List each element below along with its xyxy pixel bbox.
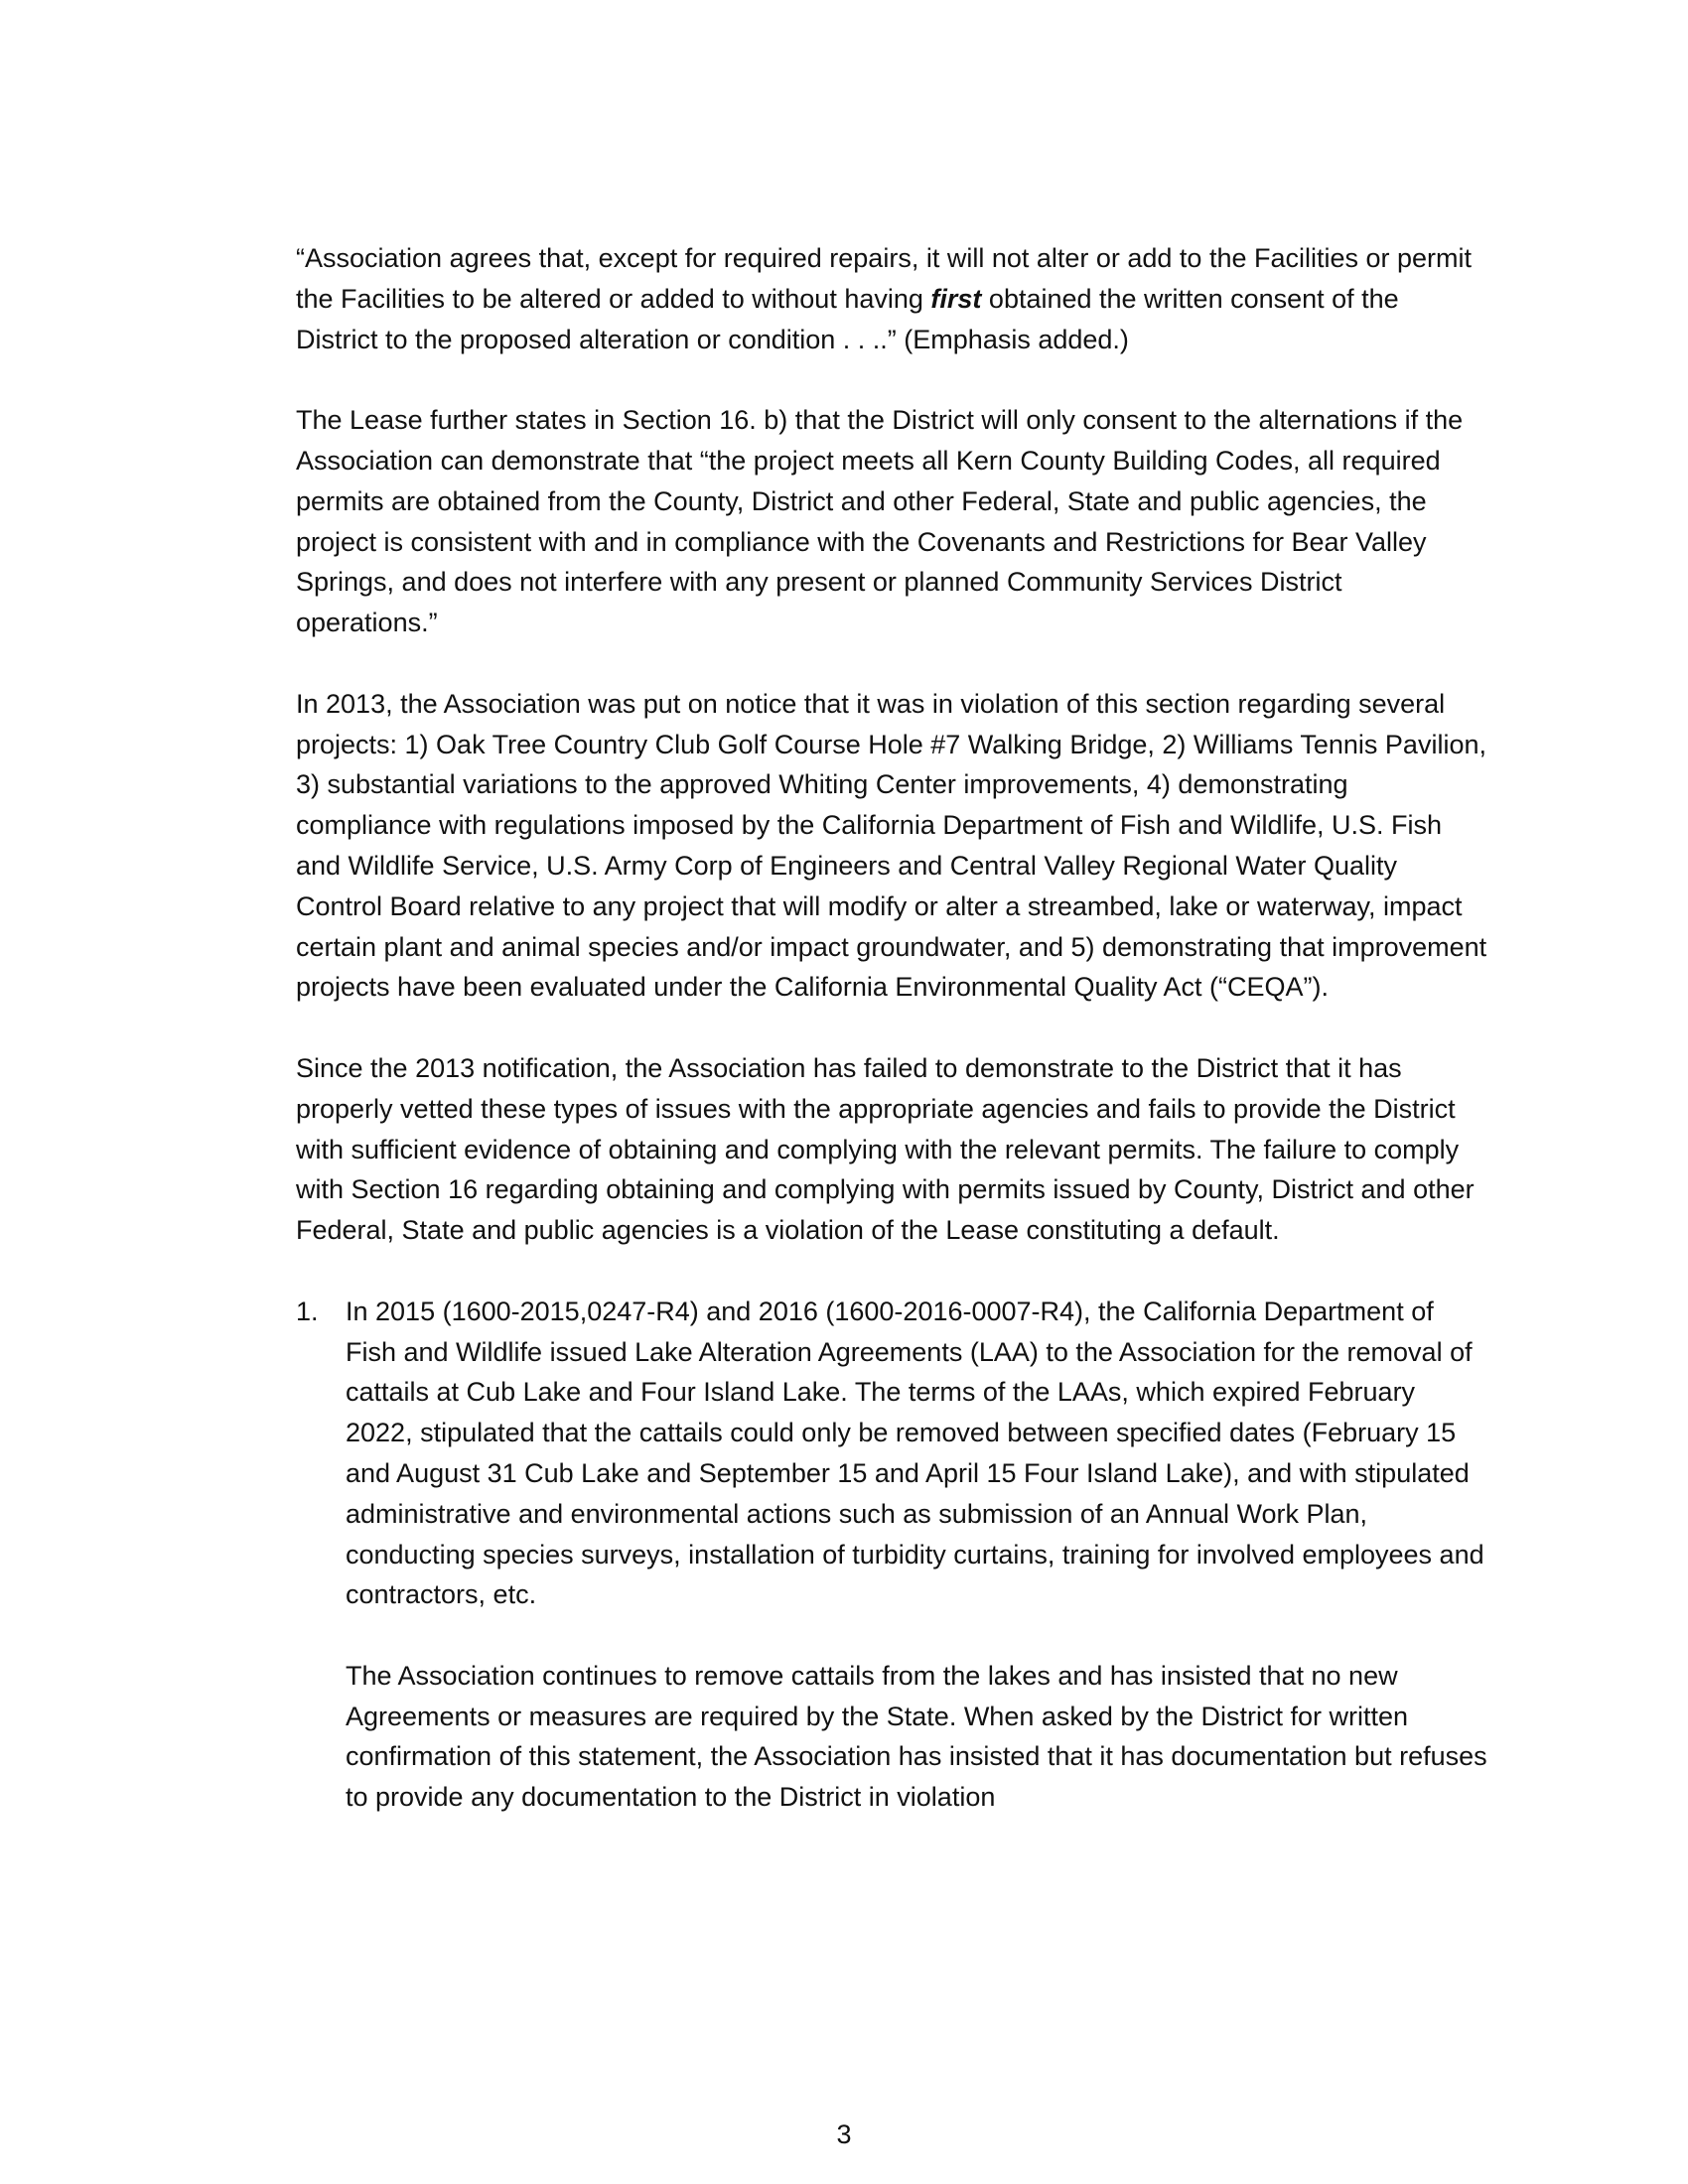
quote-text-after: obtained the written consent of the District to the proposed alteration or condition . . ..” (Emphasis added.) xyxy=(296,283,1399,354)
lease-quote-paragraph xyxy=(296,238,1487,359)
list-item-text: In 2015 (1600-2015,0247-R4) and 2016 (1600-2016-0007-R4), the California Department of Fish and Wildlife issued Lake Alteration Agreements (LAA) to the Association for the removal of cattails at Cub Lake and Four Island Lake. The terms of the LAAs, which expired February 2022, stipulated that the cattails could only be removed between specified dates (February 15 and August 31 Cub Lake and September 15 and April 15 Four Island Lake), and with stipulated administrative and environmental actions such as submission of an Annual Work Plan, conducting species surveys, installation of turbidity curtains, training for involved employees and contractors, etc. xyxy=(346,1296,1484,1610)
page-number: 3 xyxy=(836,2119,852,2149)
quote-text-before: “Association agrees that, except for required repairs, it will not alter or add to the Facilities or permit the Facilities to be altered or added to without having xyxy=(296,243,1473,314)
list-item-number: 1. xyxy=(296,1296,319,1326)
paragraph-section-16b: The Lease further states in Section 16. b) that the District will only consent to the alternations if the Association can demonstrate that “the project meets all Kern County Building Codes, all required permits are obtained from the County, District and other Federal, State and public agencies, the project is consistent with and in compliance with the Covenants and Restrictions for Bear Valley Springs, and does not interfere with any present or planned Community Services District operations.” xyxy=(296,405,1464,638)
quote-emphasis: first xyxy=(930,283,982,314)
list-item xyxy=(296,1292,1487,1615)
paragraph-since-2013: Since the 2013 notification, the Association has failed to demonstrate to the District that it has properly vetted these types of issues with the appropriate agencies and fails to provide the District with sufficient evidence of obtaining and complying with the relevant permits. The failure to comply with Section 16 regarding obtaining and complying with permits issued by County, District and other Federal, State and public agencies is a violation of the Lease constituting a default. xyxy=(296,1052,1475,1246)
document-body xyxy=(296,238,1487,1818)
list-item-continuation: The Association continues to remove cattails from the lakes and has insisted that no new Agreements or measures are required by the State. When asked by the District for written confirmation of this statement, the Association has insisted that it has documentation but refuses to provide any documentation to the District in violation xyxy=(346,1660,1487,1813)
paragraph-2013-notice: In 2013, the Association was put on notice that it was in violation of this section regarding several projects: 1) Oak Tree Country Club Golf Course Hole #7 Walking Bridge, 2) Williams Tennis Pavilion, 3) substantial variations to the approved Whiting Center improvements, 4) demonstrating compliance with regulations imposed by the California Department of Fish and Wildlife, U.S. Fish and Wildlife Service, U.S. Army Corp of Engineers and Central Valley Regional Water Quality Control Board relative to any project that will modify or alter a streambed, lake or waterway, impact certain plant and animal species and/or impact groundwater, and 5) demonstrating that improvement projects have been evaluated under the California Environmental Quality Act (“CEQA”). xyxy=(296,688,1487,1003)
